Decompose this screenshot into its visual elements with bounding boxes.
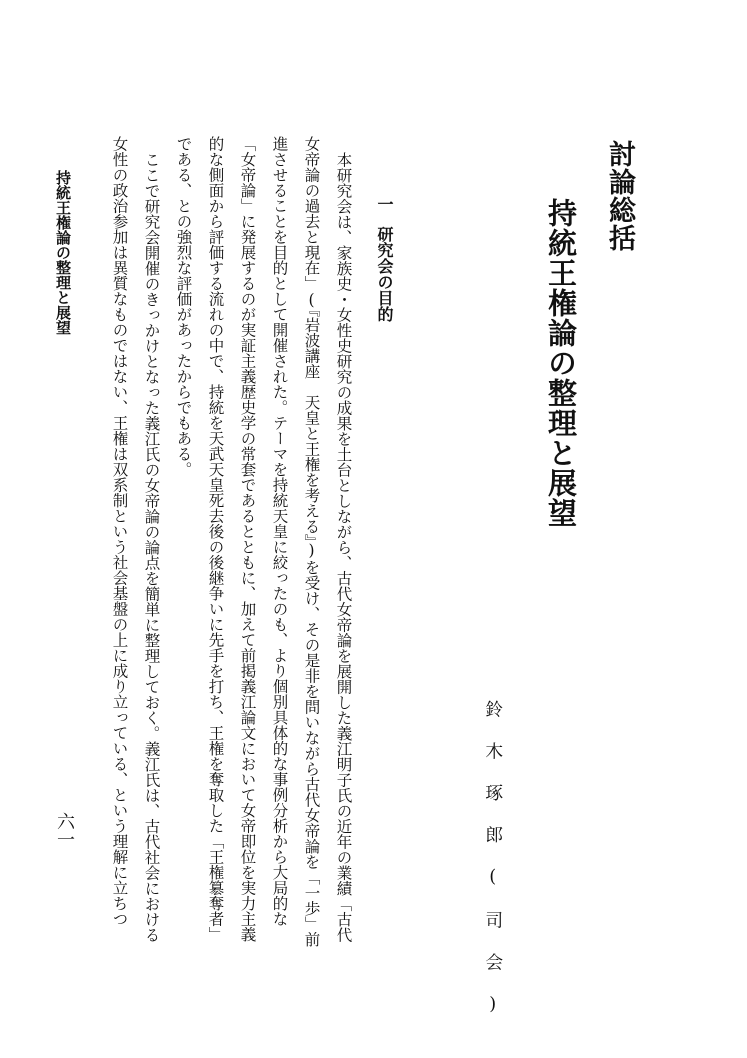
author-name: 鈴木琢郎(司会) [482,700,503,1039]
page-number: 六一 [54,812,75,848]
body-line: 「女帝論」に発展するのが実証主義歴史学の常套であるとともに、加えて前掲義江論文において女帝即位を実力主義 [238,136,257,942]
body-line: 女帝論の過去と現在」(『岩波講座 天皇と王権を考える』)を受け、その是非を問いながら古代女帝論を「一歩」前 [302,136,321,947]
section-number: 一 [375,196,394,212]
running-footer: 持統王権論の整理と展望 [54,170,72,335]
rubric: 討論総括 [604,140,635,252]
body-line: ここで研究会開催のきっかけとなった義江氏の女帝論の論点を簡単に整理しておく。義江氏は、古代社会における [142,152,161,943]
body-line: 本研究会は、家族史・女性史研究の成果を土台としながら、古代女帝論を展開した義江明子氏の近年の業績「古代 [334,152,353,943]
article-title: 持統王権論の整理と展望 [544,198,578,528]
body-line: である、との強烈な評価があったからでもある。 [174,136,193,477]
body-line: 進させることを目的として開催された。テーマを持統天皇に絞ったのも、より個別具体的な事例分析から大局的な [270,136,289,927]
section-title: 研究会の目的 [375,226,394,322]
body-line: 的な側面から評価する流れの中で、持統を天武天皇死去後の後継争いに先手を打ち、王権を奪取した「王権簒奪者」 [206,136,225,942]
section-heading [376,196,392,322]
body-line: 女性の政治参加は異質なものではない、王権は双系制という社会基盤の上に成り立っている、という理解に立ちつ [110,136,129,927]
